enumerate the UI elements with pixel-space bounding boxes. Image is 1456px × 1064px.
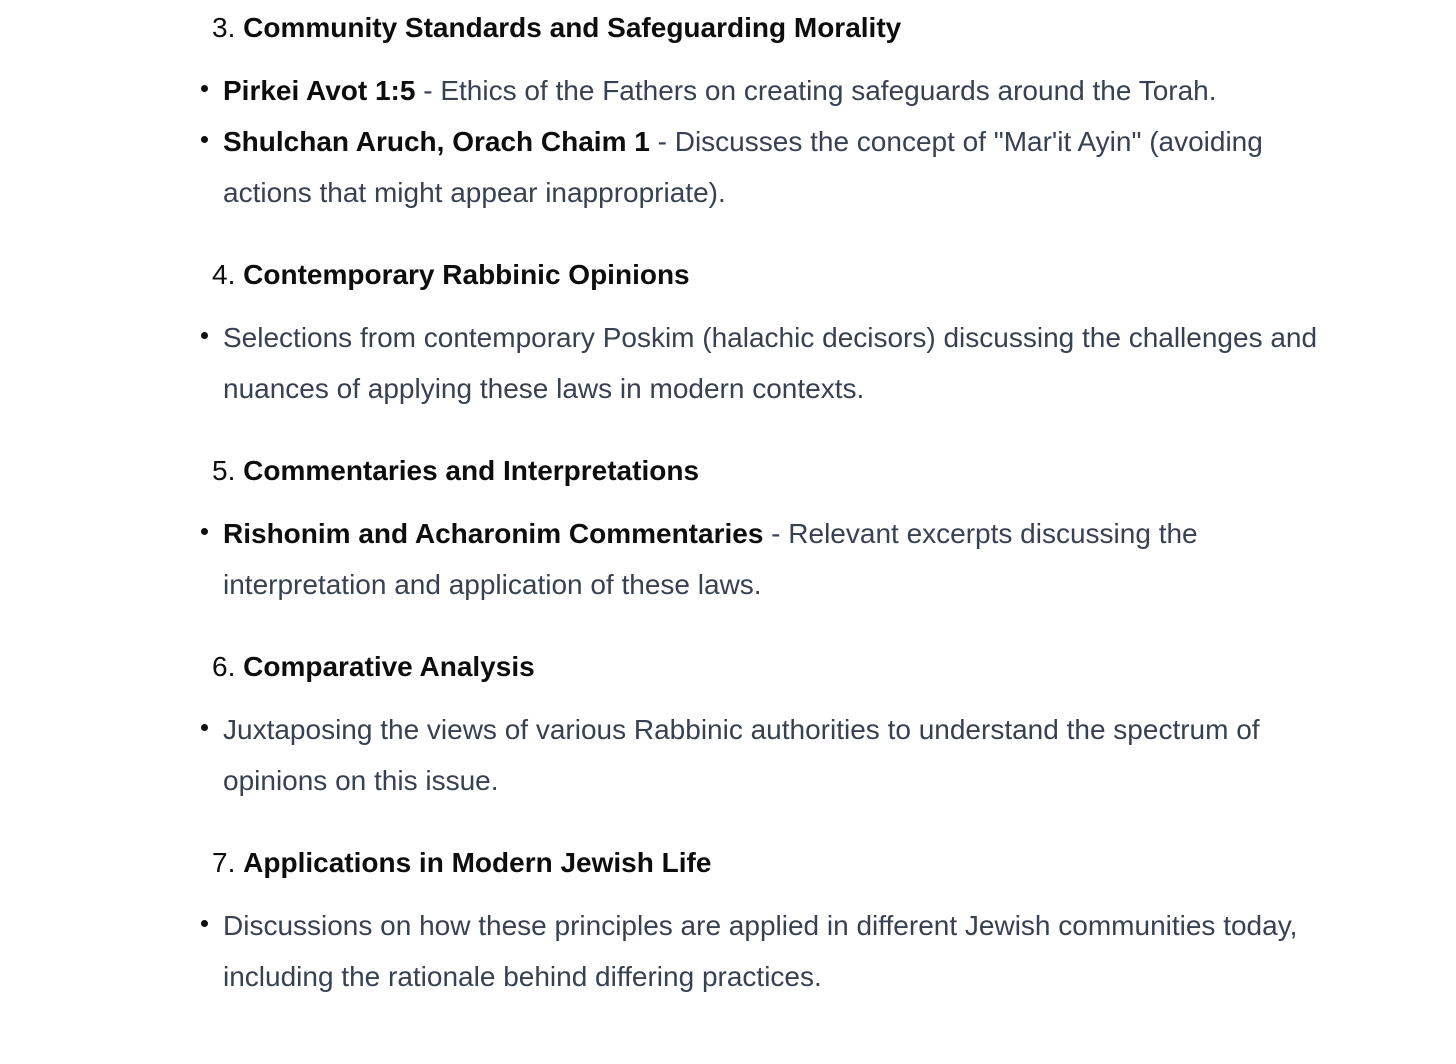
section-heading-4 bbox=[212, 257, 690, 293]
section-title: Comparative Analysis bbox=[243, 651, 535, 682]
section-heading-7 bbox=[212, 845, 711, 881]
section-title: Contemporary Rabbinic Opinions bbox=[243, 259, 690, 290]
list-item-text: Juxtaposing the views of various Rabbinic authorities to understand the spectrum of opinions on this issue. bbox=[223, 714, 1260, 796]
section-heading-3 bbox=[212, 10, 901, 46]
source-description: - Relevant excerpts discussing the interpretation and application of these laws. bbox=[223, 518, 1198, 600]
section-title: Commentaries and Interpretations bbox=[243, 455, 700, 486]
section-title: Community Standards and Safeguarding Morality bbox=[243, 12, 902, 43]
list-item-text: Selections from contemporary Poskim (halachic decisors) discussing the challenges and nuances of applying these laws in modern contexts. bbox=[223, 322, 1318, 404]
section-number: 7. bbox=[212, 847, 236, 878]
section-heading-5 bbox=[212, 453, 699, 489]
section-heading-6 bbox=[212, 649, 535, 685]
source-reference: Shulchan Aruch, Orach Chaim 1 bbox=[223, 126, 650, 157]
list-item bbox=[223, 704, 1323, 806]
section-number: 6. bbox=[212, 651, 236, 682]
source-description: - Ethics of the Fathers on creating safeguards around the Torah. bbox=[415, 75, 1217, 106]
source-reference: Pirkei Avot 1:5 bbox=[223, 75, 416, 106]
list-item bbox=[223, 65, 1323, 116]
section-number: 4. bbox=[212, 259, 236, 290]
source-reference: Rishonim and Acharonim Commentaries bbox=[223, 518, 764, 549]
section-number: 5. bbox=[212, 455, 236, 486]
list-item bbox=[223, 116, 1323, 218]
section-title: Applications in Modern Jewish Life bbox=[243, 847, 712, 878]
list-item-text: Discussions on how these principles are applied in different Jewish communities today, including the rationale behind differing practices. bbox=[223, 910, 1298, 992]
list-item bbox=[223, 900, 1323, 1002]
list-item bbox=[223, 508, 1323, 610]
section-number: 3. bbox=[212, 12, 236, 43]
list-item bbox=[223, 312, 1323, 414]
source-description: - Discusses the concept of "Mar'it Ayin" (avoiding actions that might appear inappropriate). bbox=[223, 126, 1263, 208]
